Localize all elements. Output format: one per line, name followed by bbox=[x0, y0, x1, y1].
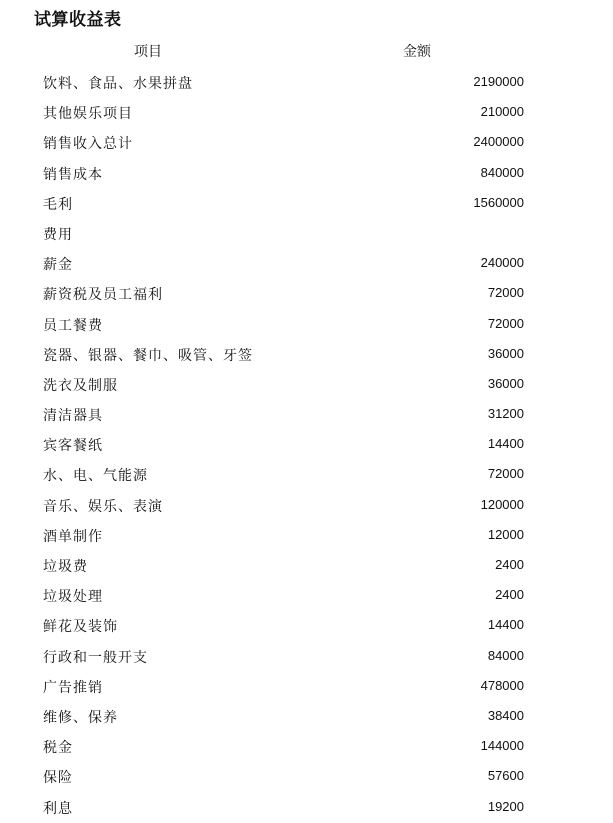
row-amount: 144000 bbox=[480, 738, 524, 754]
row-label: 垃圾费 bbox=[43, 559, 88, 575]
table-row bbox=[0, 491, 613, 521]
row-label: 维修、保养 bbox=[43, 709, 118, 726]
column-header-item: 项目 bbox=[134, 44, 162, 60]
table-row bbox=[0, 551, 613, 581]
row-amount: 1560000 bbox=[473, 194, 524, 210]
row-amount: 84000 bbox=[487, 647, 524, 663]
row-label: 洗衣及制服 bbox=[43, 377, 118, 394]
row-label: 销售收入总计 bbox=[43, 136, 133, 153]
row-amount: 14400 bbox=[487, 436, 524, 452]
row-label: 税金 bbox=[43, 740, 73, 757]
row-amount: 2400 bbox=[495, 557, 524, 572]
table-row bbox=[0, 702, 613, 732]
table-row bbox=[0, 642, 613, 672]
table-row bbox=[0, 581, 613, 611]
row-amount: 12000 bbox=[487, 526, 524, 542]
row-label: 行政和一般开支 bbox=[43, 649, 148, 666]
row-label: 费用 bbox=[43, 226, 73, 243]
row-label: 宾客餐纸 bbox=[43, 438, 103, 455]
row-amount: 72000 bbox=[487, 466, 524, 482]
table-row bbox=[0, 732, 613, 762]
row-label: 销售成本 bbox=[43, 166, 103, 183]
table-row bbox=[0, 68, 613, 98]
table-row bbox=[0, 219, 613, 249]
table-row bbox=[0, 460, 613, 490]
row-amount: 36000 bbox=[487, 345, 524, 361]
table-row bbox=[0, 793, 613, 823]
table-row bbox=[0, 98, 613, 128]
table-row bbox=[0, 189, 613, 219]
row-amount: 36000 bbox=[487, 375, 524, 391]
page-title: 试算收益表 bbox=[34, 10, 122, 30]
row-amount: 840000 bbox=[480, 164, 524, 180]
row-amount: 57600 bbox=[487, 768, 524, 784]
row-amount: 120000 bbox=[480, 496, 524, 512]
row-label: 保险 bbox=[43, 770, 73, 787]
column-header-amount: 金额 bbox=[403, 44, 431, 60]
row-label: 广告推销 bbox=[43, 679, 103, 696]
row-label: 员工餐费 bbox=[43, 317, 103, 334]
table-row bbox=[0, 310, 613, 340]
table-row bbox=[0, 128, 613, 158]
row-amount: 240000 bbox=[480, 255, 524, 271]
row-label: 酒单制作 bbox=[43, 528, 103, 545]
row-label: 水、电、气能源 bbox=[43, 468, 148, 485]
row-amount: 2400000 bbox=[473, 134, 524, 150]
row-label: 清洁器具 bbox=[43, 408, 103, 425]
table-row bbox=[0, 159, 613, 189]
row-label: 饮料、食品、水果拼盘 bbox=[43, 76, 193, 92]
row-label: 薪资税及员工福利 bbox=[43, 287, 163, 304]
row-label: 薪金 bbox=[43, 257, 73, 274]
row-amount: 210000 bbox=[480, 104, 524, 120]
row-amount: 38400 bbox=[487, 707, 524, 723]
table-row bbox=[0, 400, 613, 430]
table-row bbox=[0, 249, 613, 279]
row-label: 其他娱乐项目 bbox=[43, 106, 133, 123]
table-header bbox=[0, 41, 613, 63]
row-label: 垃圾处理 bbox=[43, 589, 103, 606]
row-amount: 14400 bbox=[487, 617, 524, 633]
row-label: 毛利 bbox=[43, 196, 73, 213]
table-row bbox=[0, 672, 613, 702]
row-amount: 478000 bbox=[480, 677, 524, 693]
table-row bbox=[0, 279, 613, 309]
row-amount: 72000 bbox=[487, 315, 524, 331]
table-row bbox=[0, 521, 613, 551]
table-row bbox=[0, 611, 613, 641]
row-amount: 72000 bbox=[487, 285, 524, 301]
table-row bbox=[0, 762, 613, 792]
row-amount: 2400 bbox=[495, 587, 524, 603]
income-table-body bbox=[0, 68, 613, 823]
row-amount: 2190000 bbox=[473, 74, 524, 89]
row-amount: 19200 bbox=[487, 798, 524, 814]
table-row bbox=[0, 370, 613, 400]
table-row bbox=[0, 430, 613, 460]
row-label: 音乐、娱乐、表演 bbox=[43, 498, 163, 515]
row-label: 利息 bbox=[43, 800, 73, 817]
row-label: 鲜花及装饰 bbox=[43, 619, 118, 636]
row-amount: 31200 bbox=[487, 406, 524, 422]
table-row bbox=[0, 340, 613, 370]
row-label: 瓷器、银器、餐巾、吸管、牙签 bbox=[43, 347, 253, 364]
